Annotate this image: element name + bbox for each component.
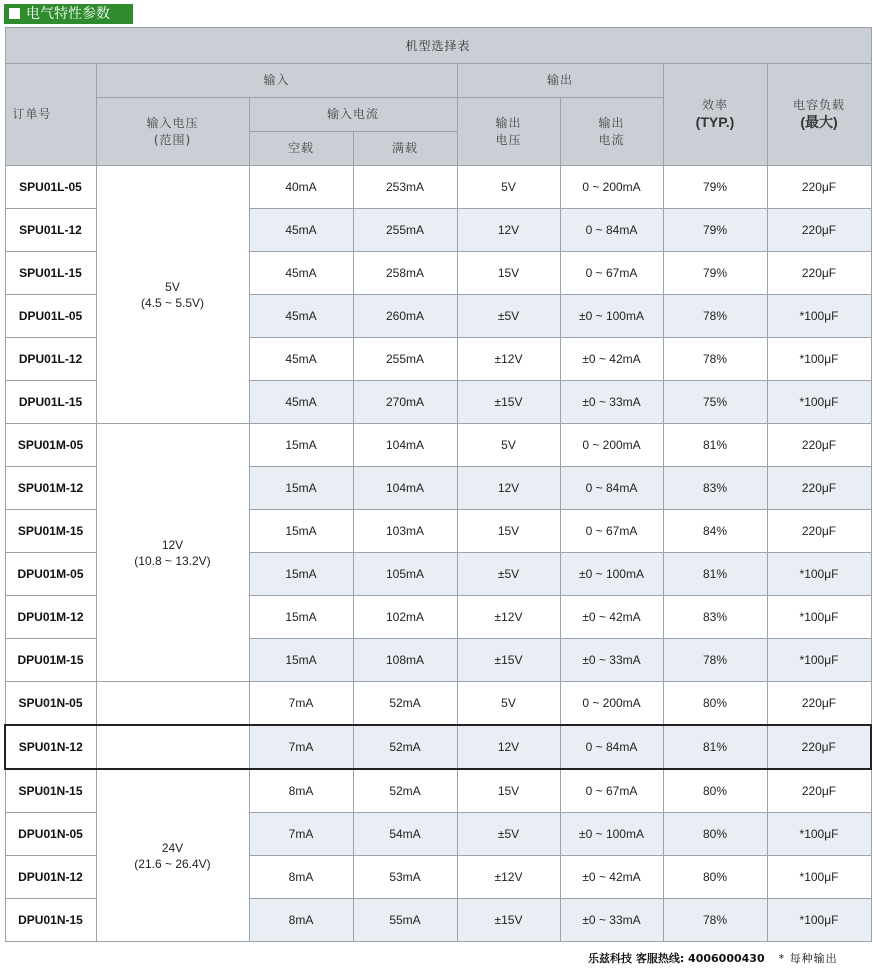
cell-output-voltage: ±15V xyxy=(457,899,560,942)
cell-no-load: 45mA xyxy=(249,338,353,381)
input-voltage-range: (4.5 ~ 5.5V) xyxy=(140,295,205,310)
cell-full-load: 255mA xyxy=(353,338,457,381)
cell-efficiency: 79% xyxy=(663,209,767,252)
cell-output-current: 0 ~ 67mA xyxy=(560,252,663,295)
cell-model: SPU01L-05 xyxy=(5,166,96,209)
cell-model: SPU01M-15 xyxy=(5,510,96,553)
header-input-voltage-sub: (范围) xyxy=(153,132,192,147)
cell-output-voltage: 12V xyxy=(457,725,560,769)
cell-output-current: ±0 ~ 33mA xyxy=(560,899,663,942)
header-cap-load-label: 电容负载 xyxy=(793,98,846,112)
cell-input-voltage xyxy=(96,769,249,942)
table-row xyxy=(5,725,871,769)
footer-hotline: 乐兹科技 客服热线: 4006000430 xyxy=(588,952,765,965)
cell-cap-load: *100μF xyxy=(767,899,871,942)
cell-no-load: 15mA xyxy=(249,510,353,553)
cell-output-current: 0 ~ 67mA xyxy=(560,769,663,813)
cell-model: DPU01M-05 xyxy=(5,553,96,596)
table-row xyxy=(5,166,871,209)
cell-output-current: 0 ~ 84mA xyxy=(560,209,663,252)
cell-output-voltage: 15V xyxy=(457,252,560,295)
header-output-voltage-l2: 电压 xyxy=(495,132,522,147)
cell-output-voltage: 12V xyxy=(457,467,560,510)
cell-output-current: 0 ~ 84mA xyxy=(560,467,663,510)
cell-cap-load: 220μF xyxy=(767,682,871,726)
cell-model: DPU01L-15 xyxy=(5,381,96,424)
cell-output-voltage: 5V xyxy=(457,166,560,209)
cell-efficiency: 84% xyxy=(663,510,767,553)
table-row xyxy=(5,682,871,726)
cell-output-current: ±0 ~ 33mA xyxy=(560,381,663,424)
section-title-tag xyxy=(4,4,133,24)
cell-model: DPU01L-05 xyxy=(5,295,96,338)
cell-model: SPU01N-05 xyxy=(5,682,96,726)
cell-model: DPU01L-12 xyxy=(5,338,96,381)
cell-model: SPU01L-15 xyxy=(5,252,96,295)
header-order-no: 订单号 xyxy=(5,64,96,166)
cell-model: DPU01N-05 xyxy=(5,813,96,856)
cell-output-voltage: ±15V xyxy=(457,639,560,682)
cell-output-current: 0 ~ 200mA xyxy=(560,424,663,467)
cell-efficiency: 78% xyxy=(663,639,767,682)
cell-cap-load: *100μF xyxy=(767,813,871,856)
cell-cap-load: 220μF xyxy=(767,252,871,295)
cell-efficiency: 78% xyxy=(663,338,767,381)
cell-no-load: 15mA xyxy=(249,424,353,467)
cell-efficiency: 80% xyxy=(663,769,767,813)
cell-output-voltage: ±5V xyxy=(457,813,560,856)
cell-output-current: ±0 ~ 42mA xyxy=(560,856,663,899)
cell-full-load: 54mA xyxy=(353,813,457,856)
header-cap-load xyxy=(767,64,871,166)
cell-no-load: 15mA xyxy=(249,639,353,682)
footer-note: * 每种输出 xyxy=(778,952,838,965)
cell-output-current: ±0 ~ 42mA xyxy=(560,338,663,381)
cell-efficiency: 79% xyxy=(663,252,767,295)
cell-model: DPU01N-12 xyxy=(5,856,96,899)
cell-output-current: ±0 ~ 33mA xyxy=(560,639,663,682)
table-title-row xyxy=(5,28,871,64)
header-efficiency-sub: (TYP.) xyxy=(695,114,735,130)
cell-full-load: 104mA xyxy=(353,467,457,510)
cell-cap-load: 220μF xyxy=(767,424,871,467)
cell-output-current: ±0 ~ 42mA xyxy=(560,596,663,639)
cell-output-voltage: 5V xyxy=(457,682,560,726)
cell-full-load: 52mA xyxy=(353,725,457,769)
header-output: 输出 xyxy=(457,64,663,98)
cell-cap-load: *100μF xyxy=(767,856,871,899)
cell-cap-load: *100μF xyxy=(767,553,871,596)
cell-output-current: 0 ~ 67mA xyxy=(560,510,663,553)
cell-input-voltage xyxy=(96,682,249,726)
header-output-voltage xyxy=(457,98,560,166)
cell-efficiency: 79% xyxy=(663,166,767,209)
cell-no-load: 15mA xyxy=(249,596,353,639)
cell-no-load: 45mA xyxy=(249,381,353,424)
header-output-current-l1: 输出 xyxy=(598,115,625,130)
cell-model: SPU01N-12 xyxy=(5,725,96,769)
cell-no-load: 40mA xyxy=(249,166,353,209)
cell-full-load: 53mA xyxy=(353,856,457,899)
cell-cap-load: *100μF xyxy=(767,338,871,381)
input-voltage-range: (10.8 ~ 13.2V) xyxy=(134,553,211,568)
cell-efficiency: 80% xyxy=(663,856,767,899)
cell-output-voltage: ±12V xyxy=(457,338,560,381)
cell-cap-load: 220μF xyxy=(767,769,871,813)
input-voltage-range: (21.6 ~ 26.4V) xyxy=(134,856,211,871)
cell-output-voltage: 15V xyxy=(457,769,560,813)
cell-no-load: 45mA xyxy=(249,252,353,295)
cell-full-load: 258mA xyxy=(353,252,457,295)
cell-no-load: 45mA xyxy=(249,295,353,338)
cell-no-load: 15mA xyxy=(249,467,353,510)
cell-cap-load: *100μF xyxy=(767,639,871,682)
cell-model: SPU01L-12 xyxy=(5,209,96,252)
header-no-load: 空载 xyxy=(249,132,353,166)
footer xyxy=(588,950,838,966)
cell-efficiency: 83% xyxy=(663,596,767,639)
cell-model: SPU01N-15 xyxy=(5,769,96,813)
input-voltage-value: 12V xyxy=(161,537,184,552)
cell-no-load: 7mA xyxy=(249,725,353,769)
cell-efficiency: 81% xyxy=(663,725,767,769)
cell-full-load: 255mA xyxy=(353,209,457,252)
cell-output-current: 0 ~ 200mA xyxy=(560,166,663,209)
header-efficiency-label: 效率 xyxy=(701,98,728,112)
header-output-current xyxy=(560,98,663,166)
square-bullet-icon xyxy=(9,8,20,19)
cell-input-voltage xyxy=(96,166,249,424)
cell-output-current: ±0 ~ 100mA xyxy=(560,813,663,856)
cell-output-voltage: ±5V xyxy=(457,553,560,596)
cell-cap-load: 220μF xyxy=(767,166,871,209)
cell-output-voltage: 15V xyxy=(457,510,560,553)
cell-full-load: 253mA xyxy=(353,166,457,209)
header-efficiency xyxy=(663,64,767,166)
section-title: 电气特性参数 xyxy=(26,6,110,22)
cell-output-current: 0 ~ 200mA xyxy=(560,682,663,726)
cell-efficiency: 80% xyxy=(663,813,767,856)
input-voltage-value: 24V xyxy=(161,840,184,855)
header-input-voltage xyxy=(96,98,249,166)
cell-cap-load: *100μF xyxy=(767,596,871,639)
cell-no-load: 7mA xyxy=(249,682,353,726)
cell-full-load: 103mA xyxy=(353,510,457,553)
header-output-current-l2: 电流 xyxy=(598,132,625,147)
header-output-voltage-l1: 输出 xyxy=(495,115,522,130)
cell-cap-load: 220μF xyxy=(767,209,871,252)
cell-full-load: 260mA xyxy=(353,295,457,338)
table-row xyxy=(5,424,871,467)
cell-output-voltage: ±5V xyxy=(457,295,560,338)
header-row-1 xyxy=(5,64,871,98)
cell-output-current: ±0 ~ 100mA xyxy=(560,295,663,338)
cell-no-load: 8mA xyxy=(249,899,353,942)
cell-output-current: ±0 ~ 100mA xyxy=(560,553,663,596)
cell-model: DPU01M-12 xyxy=(5,596,96,639)
table-row xyxy=(5,769,871,813)
cell-efficiency: 81% xyxy=(663,424,767,467)
cell-output-voltage: ±12V xyxy=(457,856,560,899)
cell-efficiency: 75% xyxy=(663,381,767,424)
cell-full-load: 104mA xyxy=(353,424,457,467)
cell-no-load: 15mA xyxy=(249,553,353,596)
cell-input-voltage xyxy=(96,424,249,682)
cell-full-load: 108mA xyxy=(353,639,457,682)
header-input: 输入 xyxy=(96,64,457,98)
header-input-current: 输入电流 xyxy=(249,98,457,132)
cell-no-load: 45mA xyxy=(249,209,353,252)
cell-cap-load: *100μF xyxy=(767,295,871,338)
cell-efficiency: 78% xyxy=(663,295,767,338)
cell-cap-load: *100μF xyxy=(767,381,871,424)
cell-input-voltage xyxy=(96,725,249,769)
cell-full-load: 105mA xyxy=(353,553,457,596)
input-voltage-value: 5V xyxy=(165,279,180,294)
cell-efficiency: 78% xyxy=(663,899,767,942)
table-title: 机型选择表 xyxy=(5,28,871,64)
cell-efficiency: 81% xyxy=(663,553,767,596)
cell-full-load: 270mA xyxy=(353,381,457,424)
cell-efficiency: 83% xyxy=(663,467,767,510)
cell-full-load: 102mA xyxy=(353,596,457,639)
cell-output-current: 0 ~ 84mA xyxy=(560,725,663,769)
header-cap-load-sub: (最大) xyxy=(800,114,838,130)
cell-no-load: 7mA xyxy=(249,813,353,856)
cell-cap-load: 220μF xyxy=(767,510,871,553)
cell-output-voltage: 5V xyxy=(457,424,560,467)
model-selection-table xyxy=(4,27,872,942)
cell-output-voltage: ±12V xyxy=(457,596,560,639)
cell-full-load: 52mA xyxy=(353,682,457,726)
cell-full-load: 55mA xyxy=(353,899,457,942)
cell-cap-load: 220μF xyxy=(767,725,871,769)
cell-output-voltage: ±15V xyxy=(457,381,560,424)
cell-model: DPU01M-15 xyxy=(5,639,96,682)
header-full-load: 满载 xyxy=(353,132,457,166)
cell-cap-load: 220μF xyxy=(767,467,871,510)
cell-model: SPU01M-05 xyxy=(5,424,96,467)
cell-no-load: 8mA xyxy=(249,856,353,899)
cell-full-load: 52mA xyxy=(353,769,457,813)
cell-model: DPU01N-15 xyxy=(5,899,96,942)
cell-output-voltage: 12V xyxy=(457,209,560,252)
cell-model: SPU01M-12 xyxy=(5,467,96,510)
cell-efficiency: 80% xyxy=(663,682,767,726)
header-input-voltage-label: 输入电压 xyxy=(146,115,199,130)
cell-no-load: 8mA xyxy=(249,769,353,813)
